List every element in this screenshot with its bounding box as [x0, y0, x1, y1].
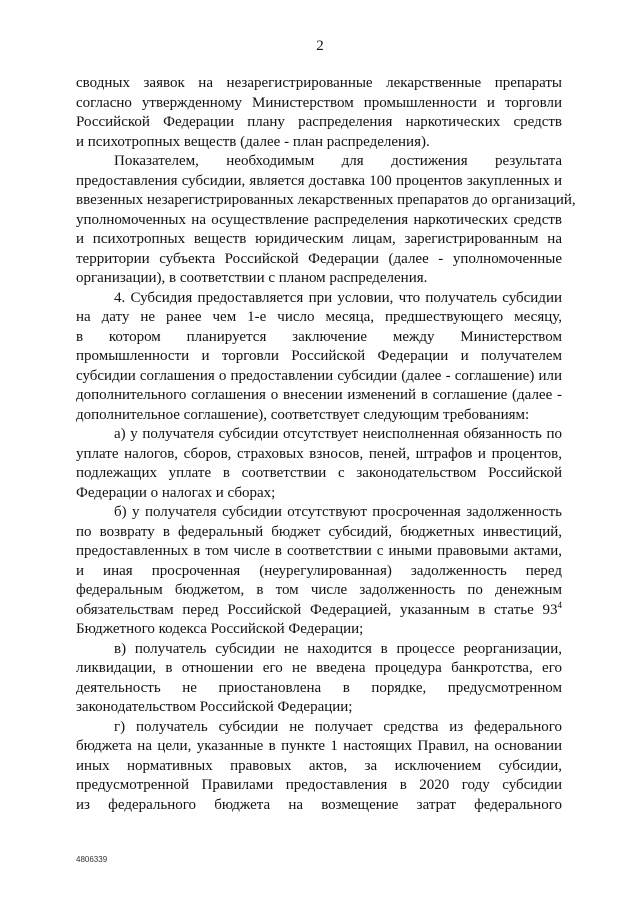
- text-line: [76, 172, 562, 192]
- text-line-content: промышленности и торговли Российской Федерации и получателем: [76, 348, 562, 364]
- text-line-content: предоставления субсидии, является доставка 100 процентов закупленных и: [76, 172, 562, 189]
- text-line: [76, 776, 562, 796]
- text-line: [76, 796, 562, 816]
- text-line-content: ликвидации, в отношении его не введена процедура банкротства, его: [76, 660, 562, 676]
- text-line: [76, 250, 562, 270]
- text-line: [76, 620, 562, 640]
- text-line-content: подлежащих уплате в соответствии с законодательством Российской: [76, 465, 562, 481]
- text-line-content: организации), в соответствии с планом распределения.: [76, 270, 428, 286]
- page-number: 2: [316, 38, 324, 54]
- text-line-content: ввезенных незарегистрированных лекарственных препаратов до организаций,: [76, 192, 576, 208]
- text-line-content: Федерации о налогах и сборах;: [76, 484, 276, 501]
- text-line-content: федеральным бюджетом, в том числе задолженность по денежным: [76, 582, 562, 598]
- text-line: [76, 562, 562, 582]
- text-line: [76, 425, 562, 445]
- text-line-content: обязательствам перед Российской Федерацией, указанным в статье 93: [76, 601, 558, 618]
- text-line-content: а) у получателя субсидии отсутствует неисполненная обязанность по: [114, 426, 562, 442]
- text-line-content: по возврату в федеральный бюджет субсидий, бюджетных инвестиций,: [76, 523, 562, 540]
- text-line: [76, 269, 562, 289]
- text-line: [76, 659, 562, 679]
- text-line-content: г) получатель субсидии не получает средства из федерального: [114, 718, 562, 735]
- text-line-content: деятельность не приостановлена в порядке, предусмотренном: [76, 679, 562, 696]
- text-line-content: Российской Федерации плану распределения наркотических средств: [76, 114, 562, 130]
- text-line-content: предусмотренной Правилами предоставления в 2020 году субсидии: [76, 777, 562, 793]
- text-line-content: уполномоченных на осуществление распределения наркотических средств: [76, 211, 562, 228]
- text-line: [76, 464, 562, 484]
- text-line-content: дополнительное соглашение), соответствует следующим требованиям:: [76, 406, 530, 423]
- text-line: [76, 542, 562, 562]
- text-line-content: предоставленных в том числе в соответствии с иными правовыми актами,: [76, 543, 562, 559]
- text-line-content: на дату не ранее чем 1-е число месяца, предшествующего месяцу,: [76, 309, 562, 325]
- text-line: [76, 211, 562, 231]
- text-line-content: иных нормативных правовых актов, за исключением субсидии,: [76, 757, 562, 774]
- text-line: [76, 289, 562, 309]
- text-line-content: уплате налогов, сборов, страховых взносов, пеней, штрафов и процентов,: [76, 445, 562, 462]
- text-line-content: согласно утвержденному Министерством промышленности и торговли: [76, 94, 562, 111]
- text-line: [76, 347, 562, 367]
- text-line: [76, 308, 562, 328]
- text-line: [76, 601, 562, 621]
- text-line: [76, 230, 562, 250]
- text-line: [76, 328, 562, 348]
- text-line-content: и иная просроченная (неурегулированная) задолженность перед: [76, 562, 562, 579]
- text-line: [76, 386, 562, 406]
- text-line-content: 4. Субсидия предоставляется при условии, что получатель субсидии: [114, 289, 562, 306]
- text-line-content: Показателем, необходимым для достижения результата: [114, 153, 562, 169]
- text-line: [76, 679, 562, 699]
- text-line: [76, 737, 562, 757]
- document-code: 4806339: [76, 855, 108, 864]
- text-line-content: законодательством Российской Федерации;: [76, 699, 353, 715]
- text-line: [76, 523, 562, 543]
- text-line-content: в) получатель субсидии не находится в процессе реорганизации,: [114, 640, 562, 657]
- text-line: [76, 133, 562, 153]
- text-line-content: из федерального бюджета на возмещение затрат федерального: [76, 796, 562, 813]
- text-line: [76, 113, 562, 133]
- text-line: [76, 74, 562, 94]
- superscript: 4: [557, 599, 562, 610]
- text-line-content: в котором планируется заключение между Министерством: [76, 328, 562, 345]
- text-line: [76, 406, 562, 426]
- text-line-content: субсидии соглашения о предоставлении субсидии (далее - соглашение) или: [76, 367, 562, 384]
- text-line: [76, 445, 562, 465]
- text-line: [76, 503, 562, 523]
- text-line-content: б) у получателя субсидии отсутствуют просроченная задолженность: [114, 504, 562, 520]
- text-line-content: и психотропных веществ (далее - план распределения).: [76, 133, 430, 150]
- text-line-content: бюджета на цели, указанные в пункте 1 настоящих Правил, на основании: [76, 738, 562, 754]
- text-line-content: сводных заявок на незарегистрированные лекарственные препараты: [76, 75, 562, 91]
- text-line: [76, 757, 562, 777]
- text-line: [76, 94, 562, 114]
- text-line: [76, 191, 576, 211]
- text-line: [76, 484, 562, 504]
- text-line-content: Бюджетного кодекса Российской Федерации;: [76, 621, 364, 637]
- text-line-content: дополнительного соглашения о внесении изменений в соглашение (далее -: [76, 387, 562, 403]
- text-line: [76, 698, 562, 718]
- text-line: [76, 718, 562, 738]
- text-line-content: территории субъекта Российской Федерации (далее - уполномоченные: [76, 250, 562, 267]
- document-body: [76, 74, 576, 815]
- text-line: [76, 367, 562, 387]
- text-line-content: и психотропных веществ юридическим лицам, зарегистрированным на: [76, 231, 562, 247]
- text-line: [76, 640, 562, 660]
- text-line: [76, 152, 562, 172]
- text-line: [76, 581, 562, 601]
